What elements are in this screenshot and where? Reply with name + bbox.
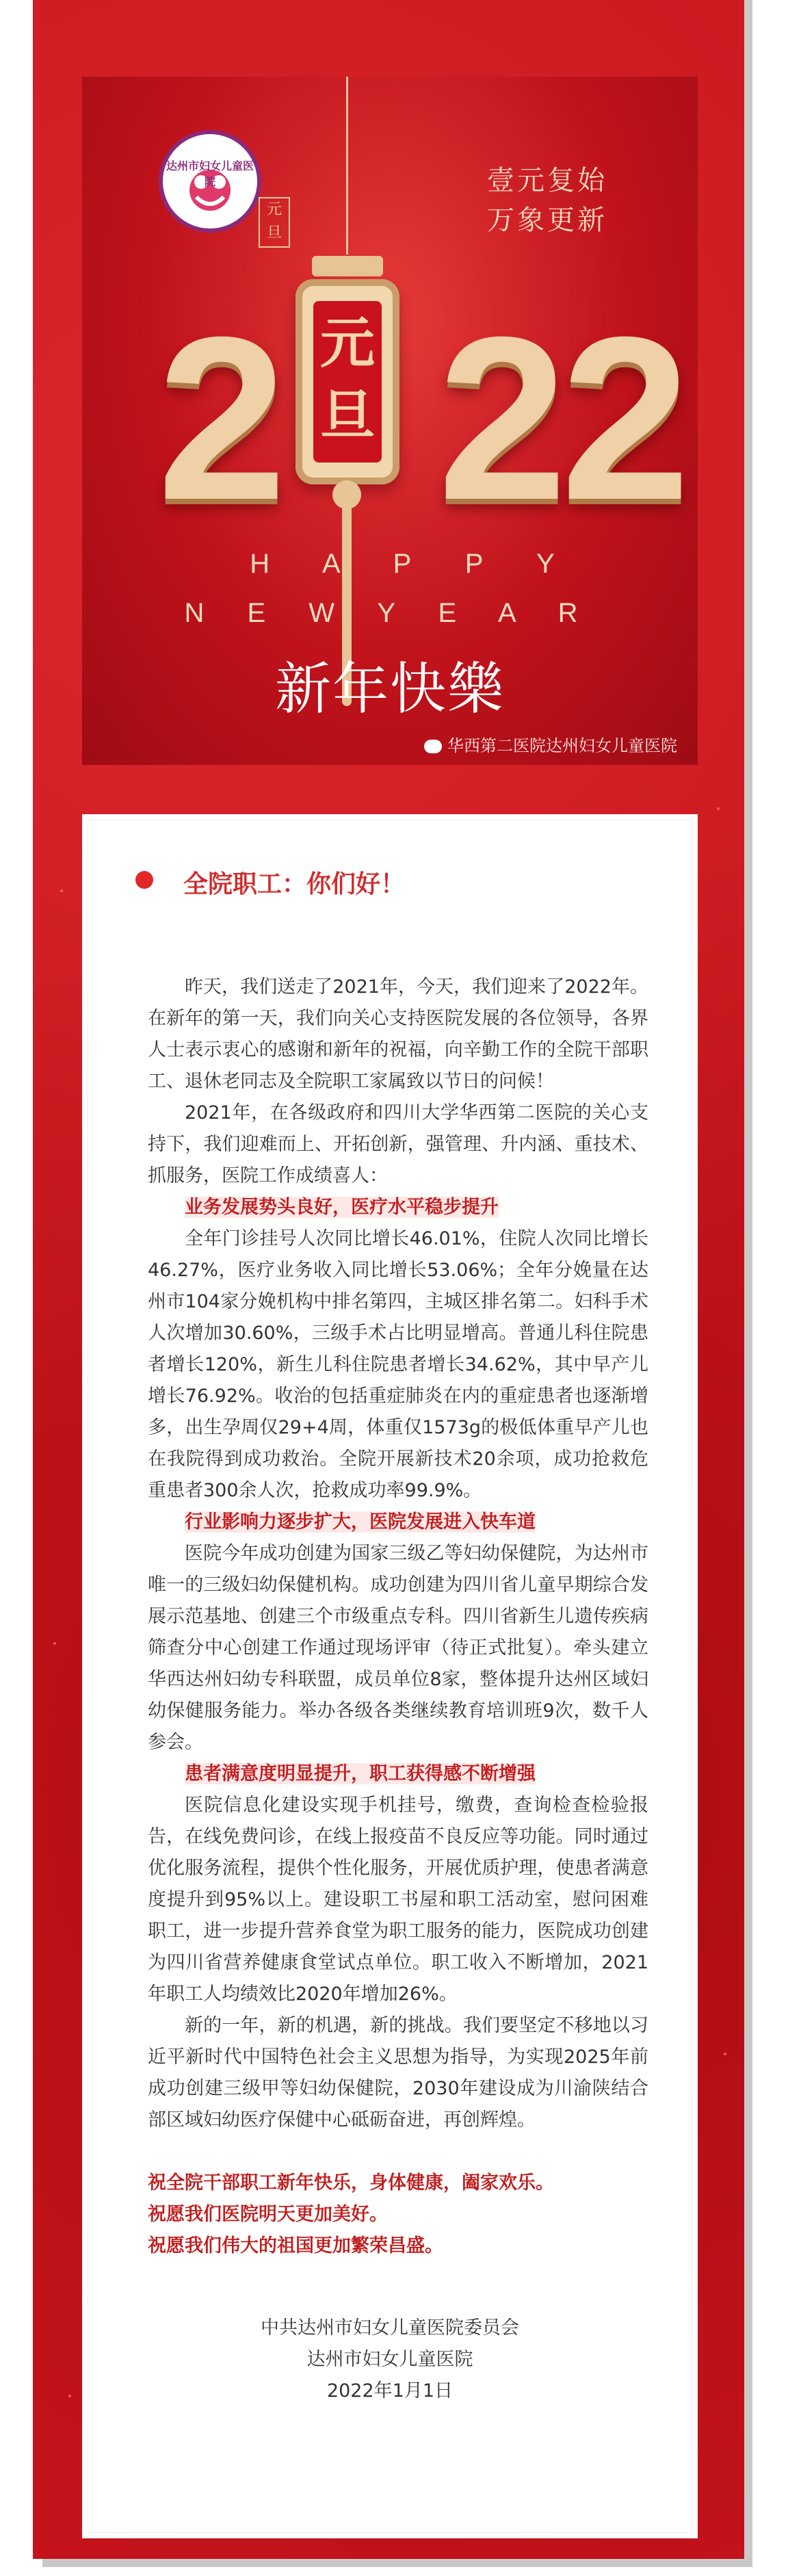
signature-hospital: 达州市妇女儿童医院 — [306, 2349, 473, 2370]
sparkle-dot — [68, 2395, 71, 2397]
sparkle-dot — [717, 807, 720, 810]
wish-line-2: 祝愿我们医院明天更加美好。 — [148, 2204, 388, 2225]
wish-line-1: 祝全院干部职工新年快乐，身体健康，阖家欢乐。 — [148, 2172, 554, 2194]
yuandan-tag: 元旦 — [259, 197, 290, 248]
watermark-text: 华西第二医院达州妇女儿童医院 — [447, 736, 677, 755]
greeting-title: 全院职工：你们好！ — [183, 870, 406, 898]
lantern-char-dan: 旦 — [320, 384, 375, 447]
motto-line-1: 壹元复始 — [487, 165, 607, 196]
year-digit-4: 2 — [561, 289, 691, 549]
year-digit-3: 2 — [438, 289, 568, 549]
wechat-icon — [424, 740, 442, 753]
logo-text: 达州市妇女儿童医院 — [166, 159, 254, 188]
heading-text: 业务发展势头良好，医疗水平稳步提升 — [185, 1197, 499, 1218]
paragraph-business: 全年门诊挂号人次同比增长46.01%，住院人次同比增长46.27%，医疗业务收入同比增长53.06%；全年分娩量在达州市104家分娩机构中排名第四，主城区排名第二。妇科手术人次增加30.60%，三级手术占比明显增高。普通儿科住院患者增长120%，新生儿科住院患者增长34.62%，其中早产儿增长76.92%。收治的包括重症肺炎在内的重症患者也逐渐增多，出生孕周仅29+4周，体重仅1573g的极低体重早产儿也在我院得到成功救治。全院开展新技术20余项，成功抢救危重患者300余人次，抢救成功率99.9%。 — [148, 1228, 648, 1501]
lantern-string — [346, 77, 348, 255]
new-year-text: N E W Y E A R — [184, 598, 596, 628]
sparkle-dot — [53, 1642, 56, 1645]
happy-text: H A P P Y — [250, 549, 578, 579]
wish-line-3: 祝愿我们伟大的祖国更加繁荣昌盛。 — [148, 2235, 443, 2256]
new-year-poster — [82, 77, 698, 765]
letter-body — [148, 972, 648, 2262]
sparkle-dot — [724, 2053, 726, 2055]
letter-card — [82, 814, 698, 2538]
paragraph-summary: 2021年，在各级政府和四川大学华西第二医院的关心支持下，我们迎难而上、开拓创新，强管理、升内涵、重技术、抓服务，医院工作成绩喜人： — [148, 1102, 648, 1186]
paragraph-influence: 医院今年成功创建为国家三级乙等妇幼保健院，为达州市唯一的三级妇幼保健机构。成功创建为四川省儿童早期综合发展示范基地、创建三个市级重点专科。四川省新生儿遗传疾病筛查分中心创建工作通过现场评审（待正式批复）。牵头建立华西达州妇幼专科联盟，成员单位8家，整体提升达州区域妇幼保健服务能力。举办各级各类继续教育培训班9次，数千人参会。 — [148, 1543, 648, 1753]
paragraph-satisfaction: 医院信息化建设实现手机挂号，缴费，查询检查检验报告，在线免费问诊，在线上报疫苗不良反应等功能。同时通过优化服务流程，提供个性化服务，开展优质护理，使患者满意度提升到95%以上。建设职工书屋和职工活动室，慰问困难职工，进一步提升营养食堂为职工服务的能力，医院成功创建为四川省营养健康食堂试点单位。职工收入不断增加，2021年职工人均绩效比2020年增加26%。 — [148, 1795, 648, 2005]
section-heading-influence — [148, 1507, 648, 1538]
signature-org: 中共达州市妇女儿童医院委员会 — [261, 2317, 519, 2339]
lantern-char-yuan: 元 — [320, 311, 375, 375]
heading-text: 患者满意度明显提升，职工获得感不断增强 — [185, 1763, 536, 1784]
section-heading-satisfaction — [148, 1758, 648, 1790]
wechat-watermark — [424, 732, 677, 756]
paragraph-outlook: 新的一年，新的机遇，新的挑战。我们要坚定不移地以习近平新时代中国特色社会主义思想为指导，为实现2025年前成功创建三级甲等妇幼保健院，2030年建设成为川渝陕结合部区域妇幼医疗保健中心砥砺奋进，再创辉煌。 — [148, 2015, 648, 2131]
sparkle-dot — [60, 889, 63, 892]
greeting-bullet-icon — [135, 871, 153, 889]
signature-date: 2022年1月1日 — [326, 2380, 454, 2402]
xinnian-kuaile-text: 新年快樂 — [274, 657, 505, 722]
heading-text: 行业影响力逐步扩大，医院发展进入快车道 — [185, 1511, 536, 1533]
lantern-panel — [313, 301, 382, 463]
motto-line-2: 万象更新 — [487, 205, 607, 236]
hospital-logo — [159, 130, 261, 233]
paragraph-intro: 昨天，我们送走了2021年，今天，我们迎来了2022年。在新年的第一天，我们向关心支持医院发展的各位领导，各界人士表示衷心的感谢和新年的祝福，向辛勤工作的全院干部职工、退休老同志及全院职工家属致以节日的问候！ — [148, 976, 648, 1092]
lantern-cap — [312, 256, 383, 276]
section-heading-business — [148, 1192, 648, 1223]
year-digit-1: 2 — [157, 289, 287, 549]
lantern-digit-0 — [296, 279, 399, 484]
